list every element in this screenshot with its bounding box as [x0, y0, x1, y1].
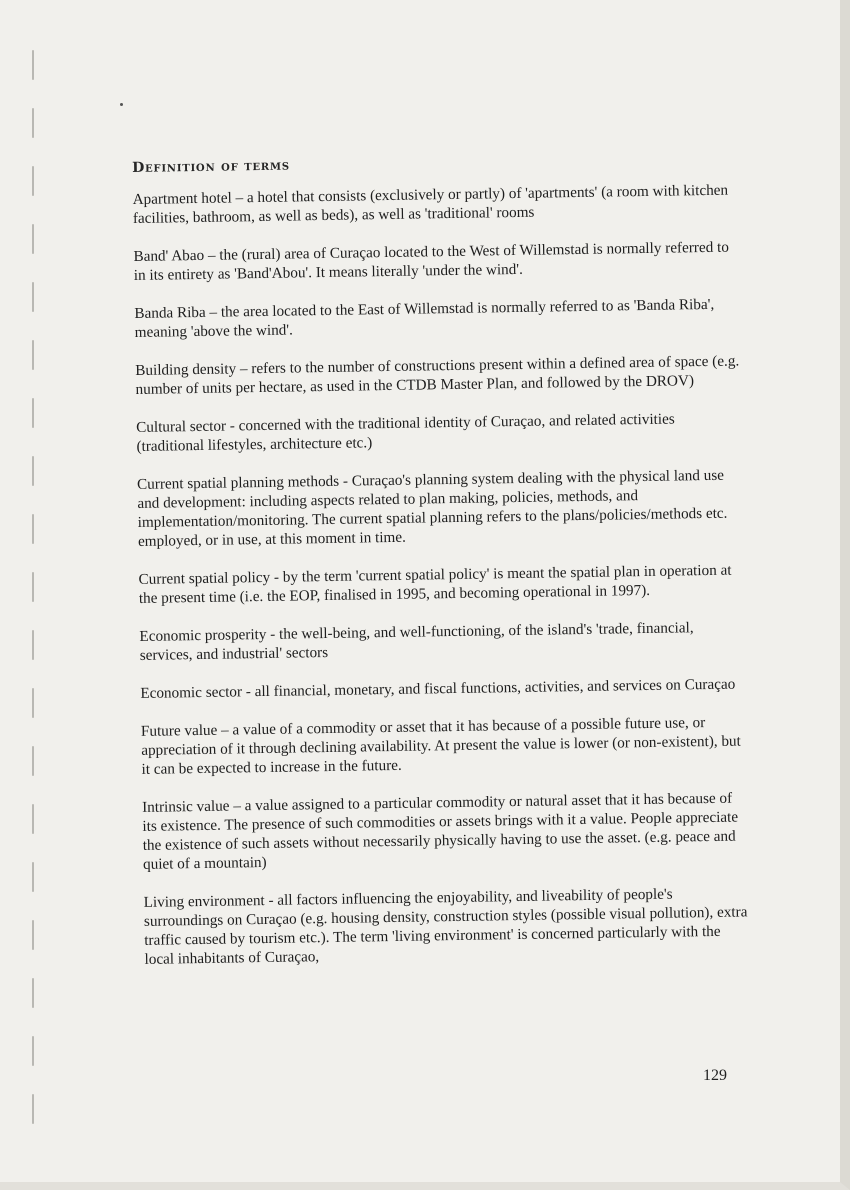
binding-hole	[32, 978, 34, 1008]
binding-hole	[32, 514, 34, 544]
binding-hole	[32, 630, 34, 660]
term-apartment-hotel: Apartment hotel – a hotel that consists (exclusively or partly) of 'apartments' (a room with kitchen facilities, bathroom, as well as beds), as well as 'traditional' rooms	[132, 181, 729, 227]
stray-mark	[120, 103, 123, 106]
term-cultural-sector: Cultural sector - concerned with the traditional identity of Curaçao, and related activities (traditional lifestyles, architecture etc.)	[136, 410, 675, 455]
term-economic-sector: Economic sector - all financial, monetary, and fiscal functions, activities, and services on Curaçao	[140, 675, 736, 702]
binding-hole	[32, 50, 34, 80]
term-future-value: Future value – a value of a commodity or asset that it has because of a possible future use, or appreciation of it through declining availability. At present the value is lower (or non-existent), but it can be expected to increase in the future.	[140, 714, 741, 778]
term-current-spatial-planning-methods: Current spatial planning methods - Curaçao's planning system dealing with the physical land use and development: including aspects related to plan making, policies, methods, and implementation/monitoring. The current spatial planning refers to the plans/policies/methods etc. employed, or in use, at this moment in time.	[136, 466, 728, 550]
term-building-density: Building density – refers to the number of constructions present within a defined area of space (e.g. number of units per hectare, as used in the CTDB Master Plan, and followed by the DROV)	[135, 352, 740, 398]
section-heading: Definition of terms	[132, 157, 290, 176]
binding-hole	[32, 340, 34, 370]
binding-hole	[32, 1094, 34, 1124]
binding-hole	[32, 398, 34, 428]
term-intrinsic-value: Intrinsic value – a value assigned to a particular commodity or natural asset that it has because of its existence. The presence of such commodities or assets brings with it a value. People appreciate the existence of such assets without necessarily physically having to use the asset. (e.g. peace and quiet of a mountain)	[142, 789, 739, 873]
term-banda-riba: Banda Riba – the area located to the East of Willemstad is normally referred to as 'Banda Riba', meaning 'above the wind'.	[134, 295, 715, 341]
page-number: 129	[703, 1067, 727, 1084]
binding-hole	[32, 456, 34, 486]
binding-hole	[32, 920, 34, 950]
binding-hole	[32, 224, 34, 254]
binding-hole	[32, 166, 34, 196]
definitions-section	[132, 150, 750, 987]
binding-holes	[28, 0, 38, 1190]
binding-hole	[32, 746, 34, 776]
binding-hole	[32, 804, 34, 834]
term-band-abao: Band' Abao – the (rural) area of Curaçao located to the West of Willemstad is normally referred to in its entirety as 'Band'Abou'. It means literally 'under the wind'.	[133, 238, 729, 284]
term-current-spatial-policy: Current spatial policy - by the term 'current spatial policy' is meant the spatial plan in operation at the present time (i.e. the EOP, finalised in 1995, and becoming operational in 1997).	[138, 561, 732, 607]
binding-hole	[32, 688, 34, 718]
binding-hole	[32, 1036, 34, 1066]
binding-hole	[32, 572, 34, 602]
binding-hole	[32, 108, 34, 138]
binding-hole	[32, 862, 34, 892]
term-economic-prosperity: Economic prosperity - the well-being, and well-functioning, of the island's 'trade, financial, services, and industrial' sectors	[139, 619, 694, 664]
binding-hole	[32, 282, 34, 312]
term-living-environment: Living environment - all factors influencing the enjoyability, and liveability of people's surroundings on Curaçao (e.g. housing density, construction styles (possible visual pollution), extra traffic caused by tourism etc.). The term 'living environment' is concerned particularly with the local inhabitants of Curaçao,	[143, 885, 748, 968]
